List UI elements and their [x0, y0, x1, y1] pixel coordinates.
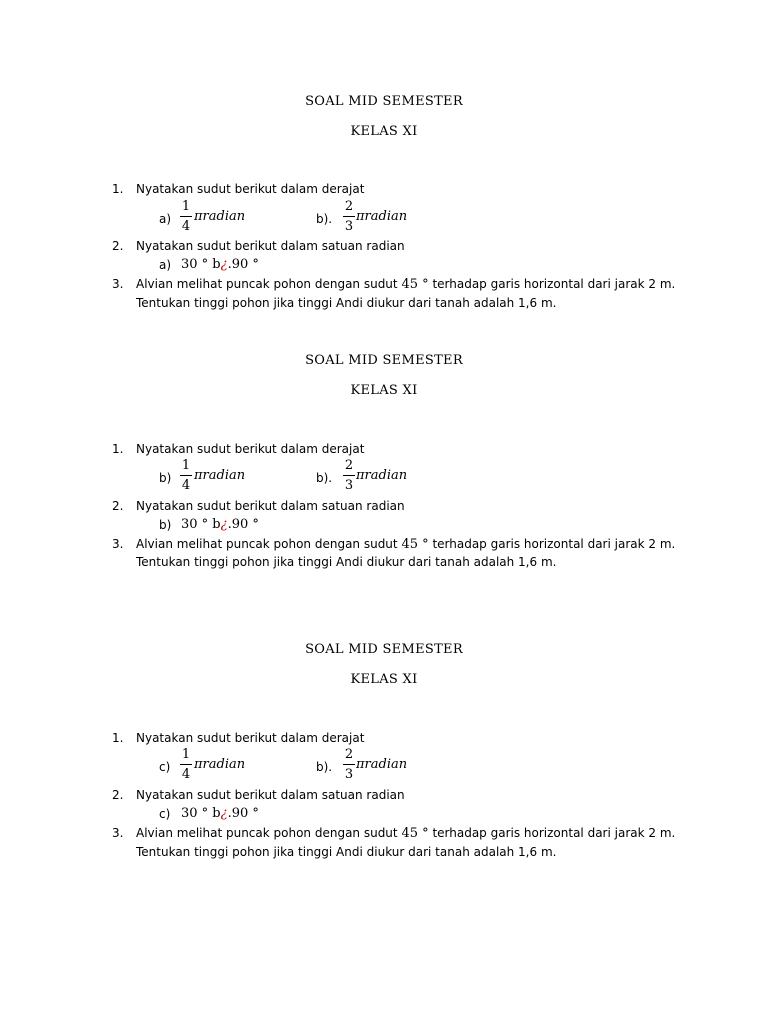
question-3-line-2: Tentukan tinggi pohon jika tinggi Andi diukur dari tanah adalah 1,6 m.	[136, 555, 557, 569]
expr-part2: .90 °	[227, 806, 259, 821]
fraction-a	[180, 459, 192, 493]
question-number: 2.	[112, 788, 124, 802]
option-label-a: c)	[159, 760, 171, 774]
question-text: Alvian melihat puncak pohon dengan sudut	[136, 277, 402, 291]
section-title: SOAL MID SEMESTER	[305, 94, 463, 109]
question-number: 2.	[112, 499, 124, 513]
fraction-b	[343, 748, 355, 782]
question-number: 1.	[112, 731, 124, 745]
fraction-bar	[180, 764, 192, 765]
fraction-denominator: 3	[344, 478, 354, 493]
fraction-numerator: 2	[344, 747, 354, 762]
exam-section-2	[0, 353, 768, 569]
fraction-denominator: 3	[344, 767, 354, 782]
section-title: SOAL MID SEMESTER	[305, 642, 463, 657]
radian-word-a: πradian	[194, 757, 246, 772]
fraction-bar	[180, 216, 192, 217]
question-3	[112, 826, 675, 841]
question-text: Nyatakan sudut berikut dalam derajat	[136, 442, 365, 456]
question-number: 3.	[112, 277, 124, 291]
expr-red-glyph: ¿	[220, 257, 228, 272]
radian-word-a: πradian	[194, 209, 246, 224]
q2-option-label: b)	[159, 518, 172, 532]
fraction-numerator: 1	[181, 458, 191, 473]
question-text: Nyatakan sudut berikut dalam satuan radian	[136, 499, 405, 513]
question-text-cont: terhadap garis horizontal dari jarak 2 m.	[428, 537, 676, 551]
angle-value: 45 °	[401, 826, 429, 841]
question-number: 2.	[112, 239, 124, 253]
radian-word-b: πradian	[356, 209, 408, 224]
fraction-bar	[343, 764, 355, 765]
exam-section-1	[0, 94, 768, 310]
question-number: 1.	[112, 442, 124, 456]
q2-option-label: c)	[159, 807, 171, 821]
radian-word-b: πradian	[356, 757, 408, 772]
fraction-bar	[180, 475, 192, 476]
fraction-numerator: 1	[181, 747, 191, 762]
option-label-b: b).	[316, 471, 333, 485]
section-subtitle: KELAS XI	[350, 383, 418, 398]
fraction-denominator: 4	[181, 767, 191, 782]
question-1	[112, 442, 364, 456]
expr-red-glyph: ¿	[220, 806, 228, 821]
fraction-a	[180, 748, 192, 782]
fraction-bar	[343, 216, 355, 217]
fraction-denominator: 3	[344, 219, 354, 234]
fraction-b	[343, 459, 355, 493]
question-2	[112, 499, 405, 513]
option-label-a: b)	[159, 471, 172, 485]
question-3	[112, 277, 675, 292]
question-2	[112, 239, 405, 253]
fraction-numerator: 2	[344, 199, 354, 214]
expr-part1: 30 ° b	[181, 257, 221, 272]
question-2	[112, 788, 405, 802]
option-label-b: b).	[316, 212, 333, 226]
question-1	[112, 182, 364, 196]
radian-word-a: πradian	[194, 468, 246, 483]
exam-section-3	[0, 642, 768, 859]
expr-part1: 30 ° b	[181, 517, 221, 532]
fraction-a	[180, 200, 192, 234]
question-3-line-2: Tentukan tinggi pohon jika tinggi Andi diukur dari tanah adalah 1,6 m.	[136, 845, 557, 859]
question-number: 3.	[112, 537, 124, 551]
question-text: Nyatakan sudut berikut dalam derajat	[136, 182, 365, 196]
expr-part2: .90 °	[227, 517, 259, 532]
angle-value: 45 °	[401, 277, 429, 292]
section-subtitle: KELAS XI	[350, 672, 418, 687]
angle-value: 45 °	[401, 537, 429, 552]
fraction-numerator: 2	[344, 458, 354, 473]
fraction-b	[343, 200, 355, 234]
question-text: Nyatakan sudut berikut dalam derajat	[136, 731, 365, 745]
question-number: 1.	[112, 182, 124, 196]
radian-word-b: πradian	[356, 468, 408, 483]
question-3-line-2: Tentukan tinggi pohon jika tinggi Andi diukur dari tanah adalah 1,6 m.	[136, 296, 557, 310]
fraction-denominator: 4	[181, 478, 191, 493]
section-subtitle: KELAS XI	[350, 124, 418, 139]
q2-expression	[181, 806, 259, 821]
expr-part1: 30 ° b	[181, 806, 221, 821]
fraction-denominator: 4	[181, 219, 191, 234]
question-text: Nyatakan sudut berikut dalam satuan radian	[136, 788, 405, 802]
question-text: Alvian melihat puncak pohon dengan sudut	[136, 537, 402, 551]
expr-part2: .90 °	[227, 257, 259, 272]
option-label-b: b).	[316, 760, 333, 774]
fraction-bar	[343, 475, 355, 476]
section-title: SOAL MID SEMESTER	[305, 353, 463, 368]
question-text-cont: terhadap garis horizontal dari jarak 2 m.	[428, 277, 676, 291]
question-3	[112, 537, 675, 552]
expr-red-glyph: ¿	[220, 517, 228, 532]
question-1	[112, 731, 364, 745]
question-text-cont: terhadap garis horizontal dari jarak 2 m.	[428, 826, 676, 840]
question-text: Alvian melihat puncak pohon dengan sudut	[136, 826, 402, 840]
question-text: Nyatakan sudut berikut dalam satuan radian	[136, 239, 405, 253]
q2-expression	[181, 517, 259, 532]
option-label-a: a)	[159, 212, 172, 226]
question-number: 3.	[112, 826, 124, 840]
q2-expression	[181, 257, 259, 272]
q2-option-label: a)	[159, 258, 172, 272]
fraction-numerator: 1	[181, 199, 191, 214]
